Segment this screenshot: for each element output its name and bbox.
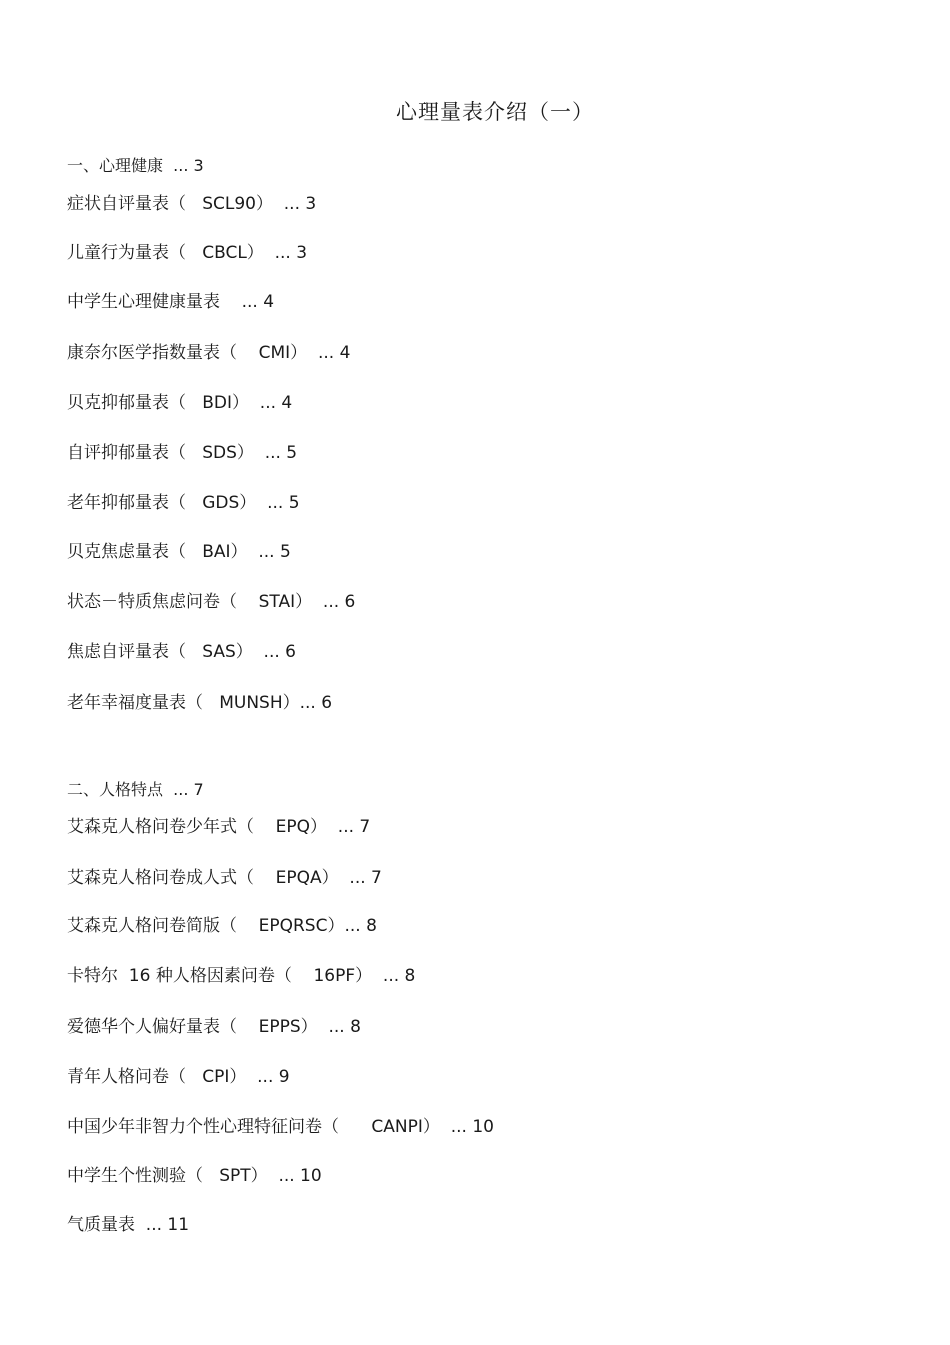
toc-entry: 艾森克人格问卷少年式（ EPQ） ... 7 [67, 817, 371, 837]
toc-entry: 气质量表 ... 11 [67, 1215, 190, 1235]
toc-entry: 爱德华个人偏好量表（ EPPS） ... 8 [67, 1017, 361, 1037]
toc-section-heading: 二、人格特点 ... 7 [67, 780, 204, 799]
toc-entry: 卡特尔 16 种人格因素问卷（ 16PF） ... 8 [67, 966, 416, 986]
toc-entry: 青年人格问卷（ CPI） ... 9 [67, 1067, 290, 1087]
page-title: 心理量表介绍（一） [396, 100, 594, 124]
toc-entry: 康奈尔医学指数量表（ CMI） ... 4 [67, 343, 351, 363]
toc-entry: 状态－特质焦虑问卷（ STAI） ... 6 [67, 592, 356, 612]
toc-entry: 焦虑自评量表（ SAS） ... 6 [67, 642, 296, 662]
toc-section-heading: 一、心理健康 ... 3 [67, 156, 204, 175]
toc-entry: 贝克抑郁量表（ BDI） ... 4 [67, 393, 293, 413]
toc-entry: 老年幸福度量表（ MUNSH）... 6 [67, 693, 333, 713]
toc-entry: 症状自评量表（ SCL90） ... 3 [67, 194, 317, 214]
toc-entry: 自评抑郁量表（ SDS） ... 5 [67, 443, 298, 463]
toc-entry: 艾森克人格问卷简版（ EPQRSC）... 8 [67, 916, 377, 936]
toc-entry: 中国少年非智力个性心理特征问卷（ CANPI） ... 10 [67, 1117, 494, 1137]
toc-entry: 贝克焦虑量表（ BAI） ... 5 [67, 542, 291, 562]
toc-entry: 中学生心理健康量表 ... 4 [67, 292, 275, 312]
toc-entry: 老年抑郁量表（ GDS） ... 5 [67, 493, 300, 513]
toc-entry: 儿童行为量表（ CBCL） ... 3 [67, 243, 308, 263]
toc-entry: 中学生个性测验（ SPT） ... 10 [67, 1166, 322, 1186]
toc-entry: 艾森克人格问卷成人式（ EPQA） ... 7 [67, 868, 382, 888]
